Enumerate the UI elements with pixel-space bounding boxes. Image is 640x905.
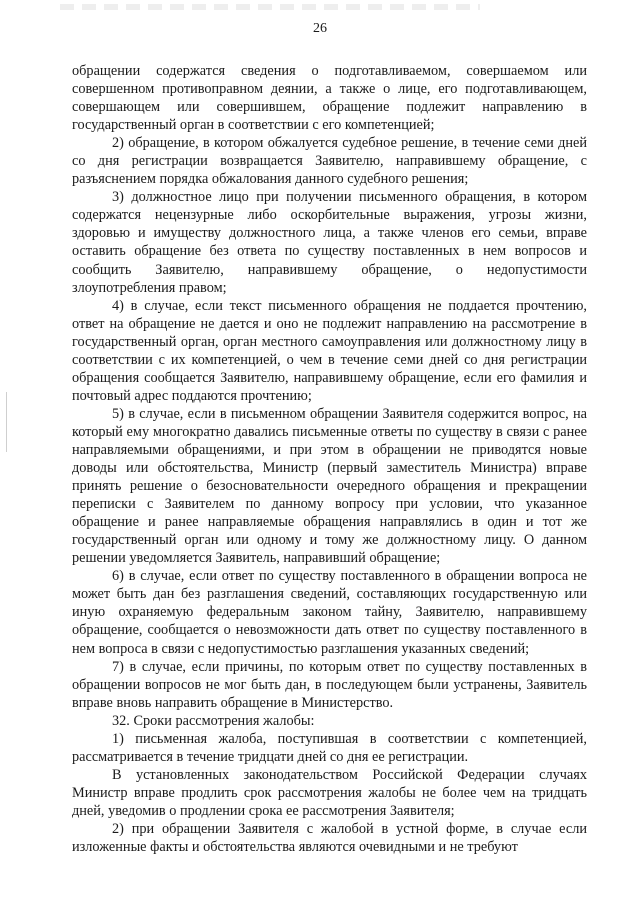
- paragraph-continuation: обращении содержатся сведения о подготавливаемом, совершаемом или совершенном противоправном деянии, а также о лице, его подготавливающем, совершающем или совершившем, обращение подлежит направлению в государственный орган в соответствии с его компетенцией;: [72, 63, 587, 134]
- paragraph-item-2: 2) обращение, в котором обжалуется судебное решение, в течение семи дней со дня регистрации возвращается Заявителю, направившему обращение, с разъяснением порядка обжалования данного судебного решения;: [72, 135, 587, 188]
- paragraph-32-item-1: 1) письменная жалоба, поступившая в соответствии с компетенцией, рассматривается в течение тридцати дней со дня ее регистрации.: [72, 730, 587, 765]
- section-heading-32: 32. Сроки рассмотрения жалобы:: [112, 712, 315, 729]
- scan-header-artifact: [60, 4, 480, 10]
- left-margin-mark: [6, 392, 7, 452]
- paragraph-item-4: 4) в случае, если текст письменного обращения не поддается прочтению, ответ на обращение не дается и оно не подлежит направлению на рассмотрение в государственный орган, орган местного самоуправления или должностному лицу в соответствии с их компетенцией, о чем в течение семи дней со дня регистрации обращения сообщается Заявителю, направившему обращение, если его фамилия и почтовый адрес поддаются прочтению;: [72, 297, 587, 404]
- paragraph-32-item-2: 2) при обращении Заявителя с жалобой в устной форме, в случае если изложенные факты и обстоятельства являются очевидными и не требуют: [72, 820, 587, 856]
- paragraph-32-extension: В установленных законодательством Российской Федерации случаях Министр вправе продлить срок рассмотрения жалобы не более чем на тридцать дней, уведомив о продлении срока ее рассмотрения Заявителя;: [72, 766, 587, 819]
- paragraph-item-5: 5) в случае, если в письменном обращении Заявителя содержится вопрос, на который ему многократно давались письменные ответы по существу в связи с ранее направляемыми обращениями, и при этом в обращении не приводятся новые доводы или обстоятельства, Министр (первый заместитель Министра) вправе принять решение о безосновательности очередного обращения и прекращении переписки с Заявителем по данному вопросу при условии, что указанное обращение и ранее направляемые обращения направлялись в один и тот же государственный орган или одному и тому же должностному лицу. О данном решении уведомляется Заявитель, направивший обращение;: [72, 405, 587, 567]
- page-number: 26: [313, 21, 327, 36]
- document-body: [72, 62, 587, 856]
- paragraph-item-6: 6) в случае, если ответ по существу поставленного в обращении вопроса не может быть дан без разглашения сведений, составляющих государственную или иную охраняемую федеральным законом тайну, Заявителю, направившему обращение, сообщается о невозможности дать ответ по существу поставленного в нем вопроса в связи с недопустимостью разглашения указанных сведений;: [72, 568, 587, 657]
- paragraph-item-3: 3) должностное лицо при получении письменного обращения, в котором содержатся нецензурные либо оскорбительные выражения, угрозы жизни, здоровью и имуществу должностного лица, а также членов его семьи, вправе оставить обращение без ответа по существу поставленных в нем вопросов и сообщить Заявителю, направившему обращение, о недопустимости злоупотребления правом;: [72, 189, 587, 296]
- paragraph-item-7: 7) в случае, если причины, по которым ответ по существу поставленных в обращении вопросов не мог быть дан, в последующем были устранены, Заявитель вправе вновь направить обращение в Министерство.: [72, 658, 587, 711]
